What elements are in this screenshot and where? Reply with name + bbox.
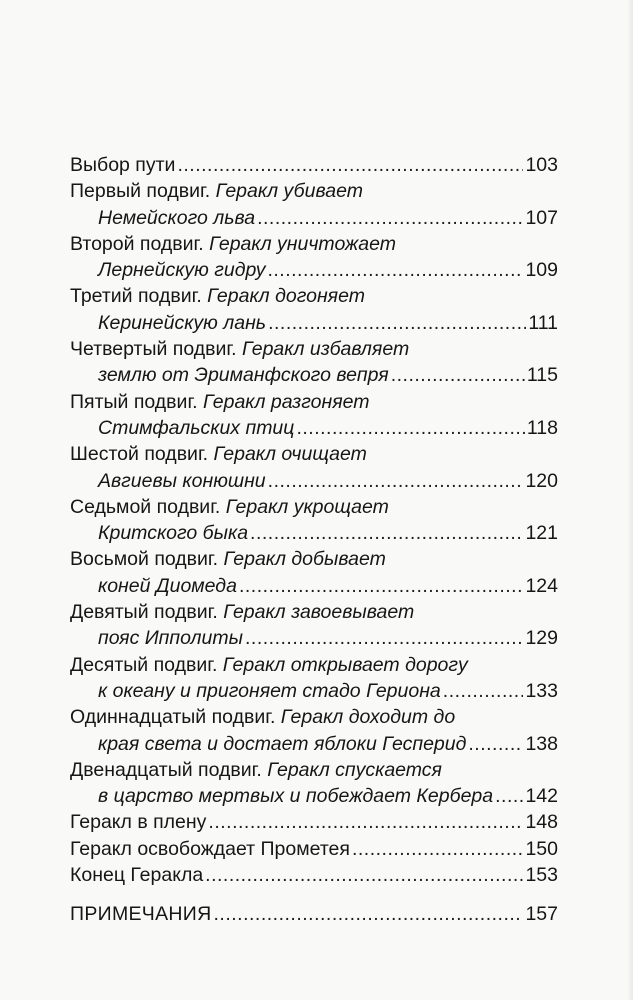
dot-leader — [268, 310, 526, 336]
toc-entry-subtitle: Геракл завоевывает — [223, 601, 415, 624]
toc-entry-title: Выбор пути — [70, 154, 176, 176]
toc-entry-subtitle: Геракл укрощает — [225, 495, 389, 518]
page-edge-shadow — [627, 0, 633, 1000]
toc-entry-subtitle: Геракл избавляет — [241, 338, 410, 361]
toc-line — [70, 152, 558, 178]
toc-entry-title: Конец Геракла — [70, 864, 204, 887]
toc-page-number: 115 — [526, 364, 558, 387]
toc-entry[interactable] — [70, 336, 558, 389]
toc-entry-title: Шестой подвиг. — [70, 443, 209, 466]
dot-leader — [268, 468, 524, 494]
toc-line-continuation — [70, 520, 558, 546]
toc-entry-heading — [70, 336, 409, 362]
toc-entry-title: Одиннадцатый подвиг. — [70, 706, 276, 729]
dot-leader — [245, 625, 523, 651]
toc-entry[interactable] — [70, 836, 558, 862]
toc-line — [70, 336, 558, 362]
dot-leader — [177, 152, 523, 178]
toc-entry[interactable] — [70, 152, 558, 178]
toc-entry[interactable] — [70, 652, 558, 705]
toc-line-continuation — [70, 573, 558, 599]
toc-entry-subtitle: Геракл доходит до — [280, 706, 456, 729]
toc-page-number: 120 — [525, 469, 558, 492]
toc-entry-subtitle-cont: Стимфальских птиц — [98, 416, 295, 439]
toc-entry-subtitle-cont: края света и достает яблоки Гесперид — [98, 732, 467, 755]
toc-entry-title: Восьмой подвиг. — [70, 548, 219, 571]
toc-line — [70, 862, 558, 888]
toc-entry-subtitle: Геракл догоняет — [207, 285, 365, 308]
toc-entry-subtitle-cont: пояс Ипполиты — [98, 627, 243, 650]
dot-leader — [391, 362, 525, 388]
toc-line-continuation — [70, 415, 558, 441]
toc-line-continuation — [70, 731, 558, 757]
toc-entry-heading — [70, 283, 365, 309]
toc-page-number: 150 — [525, 837, 558, 860]
toc-entry-heading — [70, 178, 363, 204]
toc-entry-subtitle-cont: Лернейскую гидру — [98, 259, 266, 282]
toc-entry-subtitle: Геракл разгоняет — [203, 390, 370, 413]
dot-leader — [443, 678, 524, 704]
dot-leader — [296, 415, 524, 441]
toc-entry-title: Пятый подвиг. — [70, 390, 198, 413]
dot-leader — [468, 731, 523, 757]
toc-entry-title: Второй подвиг. — [70, 232, 204, 255]
dot-leader — [257, 205, 523, 231]
toc-line — [70, 178, 558, 204]
toc-page-number: 118 — [526, 416, 558, 439]
toc-page-number: 129 — [525, 627, 558, 650]
dot-leader — [250, 520, 523, 546]
toc-entry[interactable] — [70, 862, 558, 888]
dot-leader — [213, 901, 523, 927]
toc-line-continuation — [70, 257, 558, 283]
toc-line-continuation — [70, 678, 558, 704]
dot-leader — [205, 862, 523, 888]
toc-entry-title: ПРИМЕЧАНИЯ — [70, 903, 212, 926]
toc-entry[interactable] — [70, 494, 558, 547]
toc-page-number: 121 — [525, 522, 558, 545]
toc-line-continuation — [70, 468, 558, 494]
toc-entry-subtitle-cont: землю от Эриманфского вепря — [98, 364, 389, 387]
toc-line — [70, 836, 558, 862]
toc-page-number: 153 — [525, 864, 558, 887]
toc-entry-subtitle-cont: в царство мертвых и побеждает Кербера — [98, 785, 494, 808]
toc-entry-subtitle-cont: Авгиевы конюшни — [98, 469, 266, 492]
toc-page-number: 109 — [525, 259, 558, 282]
toc-line — [70, 809, 558, 835]
toc-entry[interactable] — [70, 283, 558, 336]
toc-page-number: 107 — [525, 206, 558, 229]
toc-entry[interactable] — [70, 441, 558, 494]
toc-entry[interactable] — [70, 599, 558, 652]
toc-entry-title: Четвертый подвиг. — [70, 338, 237, 361]
toc-entry-title: Двенадцатый подвиг. — [70, 758, 262, 781]
toc-line — [70, 757, 558, 783]
toc-line — [70, 389, 558, 415]
toc-entry-subtitle: Геракл спускается — [267, 758, 442, 781]
toc-entry-title: Геракл освобождает Прометея — [70, 837, 350, 860]
toc-entry-subtitle: Геракл уничтожает — [209, 232, 397, 255]
toc-entry[interactable] — [70, 546, 558, 599]
toc-line-continuation — [70, 310, 558, 336]
toc-line — [70, 283, 558, 309]
dot-leader — [239, 573, 524, 599]
toc-entry-title: Седьмой подвиг. — [70, 495, 221, 518]
dot-leader — [267, 257, 523, 283]
toc-entry-subtitle-cont: Критского быка — [98, 522, 249, 545]
toc-entry-heading — [70, 599, 414, 625]
toc-entry[interactable] — [70, 178, 558, 231]
toc-page-number: 142 — [525, 785, 558, 808]
table-of-contents — [70, 152, 558, 928]
toc-entry-title: Десятый подвиг. — [70, 653, 218, 676]
toc-entry-subtitle: Геракл открывает дорогу — [222, 653, 468, 676]
toc-page-number: 138 — [525, 732, 558, 755]
toc-entry-heading — [70, 389, 370, 415]
toc-line — [70, 704, 558, 730]
toc-entry-subtitle-cont: коней Диомеда — [98, 574, 237, 597]
toc-line-continuation — [70, 362, 558, 388]
toc-entry-title: Третий подвиг. — [70, 285, 202, 308]
toc-entry-title: Первый подвиг. — [70, 180, 211, 203]
toc-line — [70, 652, 558, 678]
toc-entry-heading — [70, 441, 367, 467]
toc-page-number: 157 — [525, 903, 558, 926]
toc-entry-subtitle: Геракл очищает — [213, 443, 367, 466]
dot-leader — [208, 809, 523, 835]
dot-leader — [352, 836, 524, 862]
toc-entry-heading — [70, 704, 455, 730]
toc-entry-title: Геракл в плену — [70, 811, 207, 834]
toc-page-number: 111 — [528, 311, 558, 334]
toc-line-continuation — [70, 783, 558, 809]
toc-page-number: 103 — [525, 154, 558, 176]
toc-line — [70, 599, 558, 625]
toc-entry[interactable] — [70, 809, 558, 835]
toc-line — [70, 494, 558, 520]
toc-entry-heading — [70, 652, 468, 678]
toc-entry-subtitle-cont: к океану и пригоняет стадо Гериона — [98, 679, 441, 702]
toc-line — [70, 901, 558, 927]
toc-entry-subtitle: Геракл убивает — [215, 180, 363, 203]
toc-entry-subtitle-cont: Немейского льва — [98, 206, 256, 229]
toc-entry[interactable] — [70, 704, 558, 757]
toc-line — [70, 546, 558, 572]
toc-entry-notes[interactable] — [70, 901, 558, 927]
toc-entry-subtitle-cont: Керинейскую лань — [98, 311, 267, 334]
toc-line — [70, 441, 558, 467]
toc-line — [70, 231, 558, 257]
toc-entry-title: Девятый подвиг. — [70, 601, 218, 624]
toc-entry[interactable] — [70, 389, 558, 442]
dot-leader — [495, 783, 523, 809]
toc-entry-heading — [70, 494, 389, 520]
toc-page-number: 148 — [525, 811, 558, 834]
section-gap — [70, 888, 558, 901]
toc-entry[interactable] — [70, 757, 558, 810]
toc-entry-heading — [70, 757, 442, 783]
toc-line-continuation — [70, 205, 558, 231]
toc-entry-heading — [70, 231, 396, 257]
toc-entry[interactable] — [70, 231, 558, 284]
toc-line-continuation — [70, 625, 558, 651]
toc-entry-subtitle: Геракл добывает — [223, 548, 386, 571]
toc-page-number: 124 — [525, 574, 558, 597]
toc-page-number: 133 — [525, 679, 558, 702]
toc-entry-heading — [70, 546, 386, 572]
